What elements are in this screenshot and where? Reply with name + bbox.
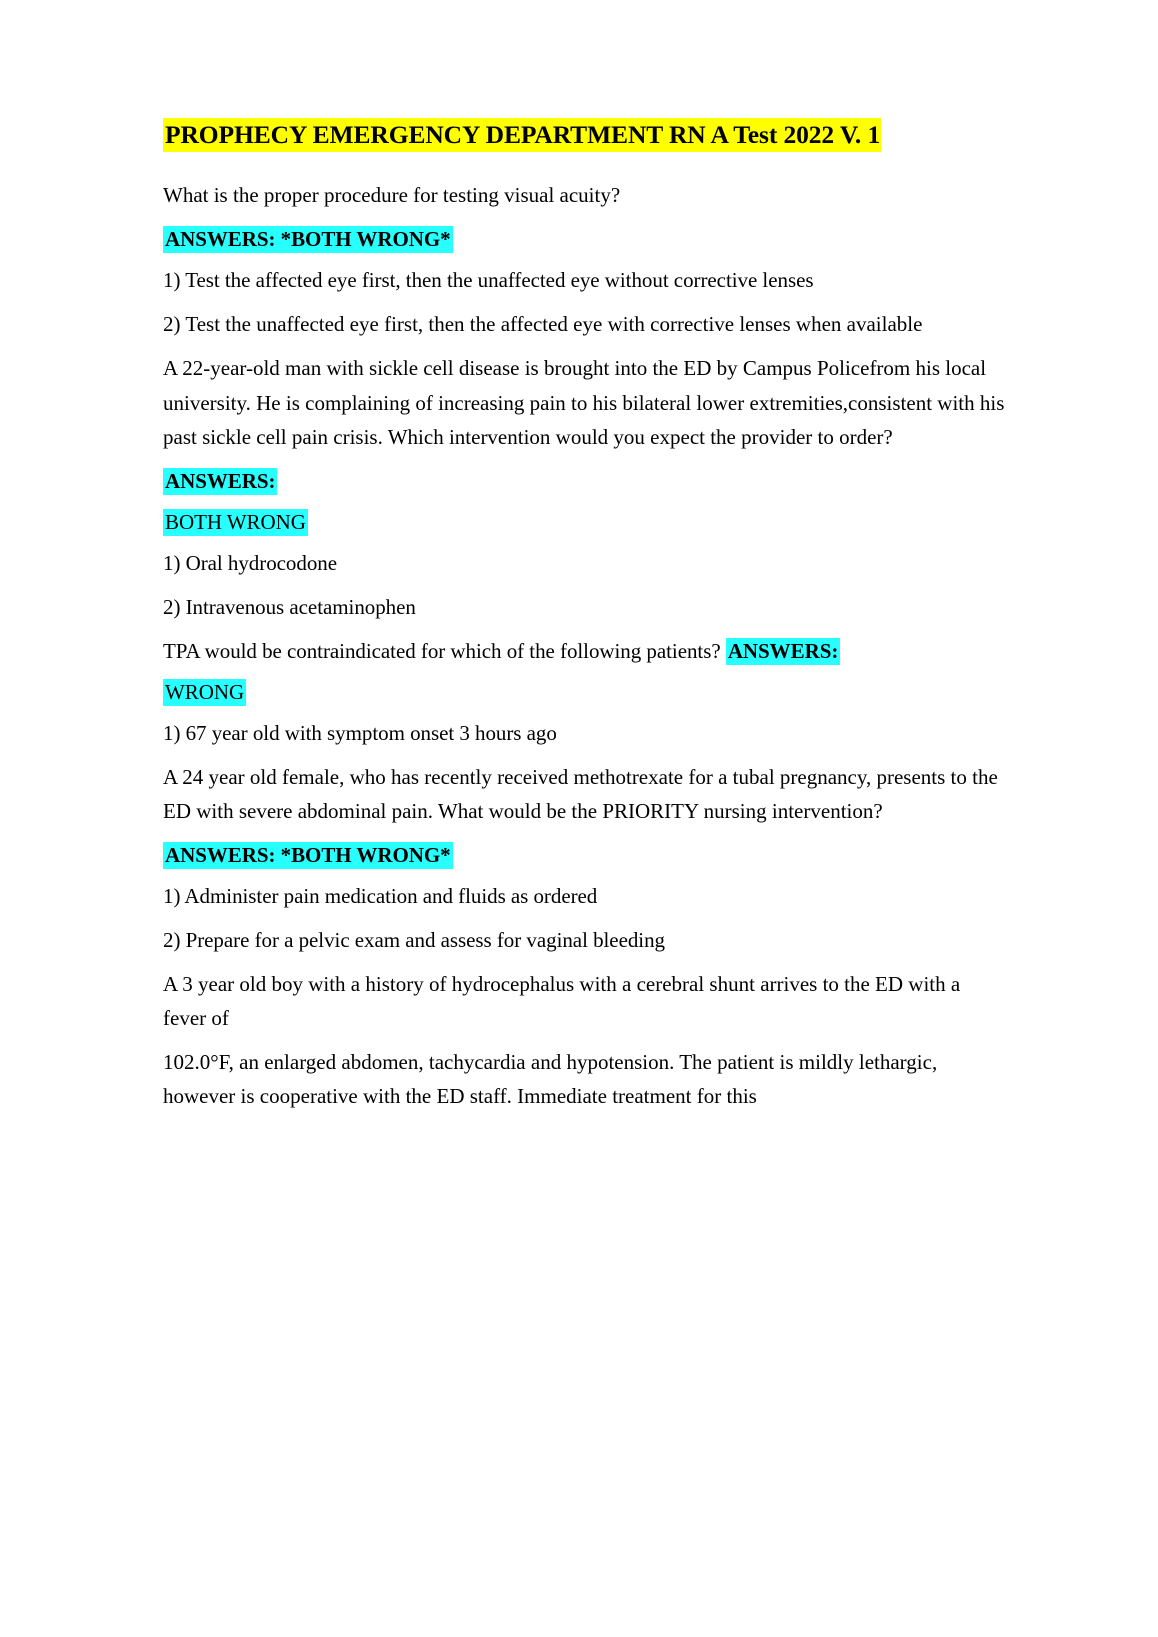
page-title-text: PROPHECY EMERGENCY DEPARTMENT RN A Test 2022 V. 1 (163, 118, 881, 152)
question-2-option-2: 2) Intravenous acetaminophen (163, 594, 416, 619)
question-4-answers-header (163, 838, 1008, 872)
answers-note-text: WRONG (165, 679, 245, 704)
question-1-answers-header (163, 222, 1008, 256)
question-4-text: A 24 year old female, who has recently received methotrexate for a tubal pregnancy, presents to the ED with severe abdominal pain. What would be the PRIORITY nursing intervention? (163, 764, 998, 823)
question-3-answers-note (163, 675, 1008, 709)
question-4-option-1: 1) Administer pain medication and fluids as ordered (163, 883, 598, 908)
answers-label: ANSWERS: *BOTH WRONG* (165, 227, 451, 252)
question-3-prompt: TPA would be contraindicated for which of the following patients? (163, 638, 721, 663)
answers-note-text: BOTH WRONG (165, 509, 306, 534)
question-5-text-part-2: 102.0°F, an enlarged abdomen, tachycardia and hypotension. The patient is mildly lethargic, however is cooperative with the ED staff. Immediate treatment for this (163, 1049, 938, 1108)
answers-label: ANSWERS: *BOTH WRONG* (165, 842, 451, 867)
question-4-option-2: 2) Prepare for a pelvic exam and assess for vaginal bleeding (163, 927, 665, 952)
question-5-text-part-1: A 3 year old boy with a history of hydrocephalus with a cerebral shunt arrives to the ED with a fever of (163, 971, 961, 1030)
question-2-text: A 22-year-old man with sickle cell disease is brought into the ED by Campus Policefrom his local university. He is complaining of increasing pain to his bilateral lower extremities,consistent with his past sickle cell pain crisis. Which intervention would you expect the provider to order? (163, 356, 1005, 449)
question-3-text (163, 634, 1008, 668)
question-2-answers-note (163, 505, 1008, 539)
question-1-option-2: 2) Test the unaffected eye first, then the affected eye with corrective lenses when available (163, 312, 923, 337)
page-title (163, 118, 1008, 152)
question-2-answers-header (163, 464, 1008, 498)
question-2-option-1: 1) Oral hydrocodone (163, 550, 337, 575)
question-3-option-1: 1) 67 year old with symptom onset 3 hours ago (163, 720, 557, 745)
question-1-option-1: 1) Test the affected eye first, then the unaffected eye without corrective lenses (163, 268, 814, 293)
question-1-text: What is the proper procedure for testing visual acuity? (163, 183, 621, 208)
answers-label: ANSWERS: (165, 468, 276, 493)
answers-label: ANSWERS: (727, 638, 839, 663)
